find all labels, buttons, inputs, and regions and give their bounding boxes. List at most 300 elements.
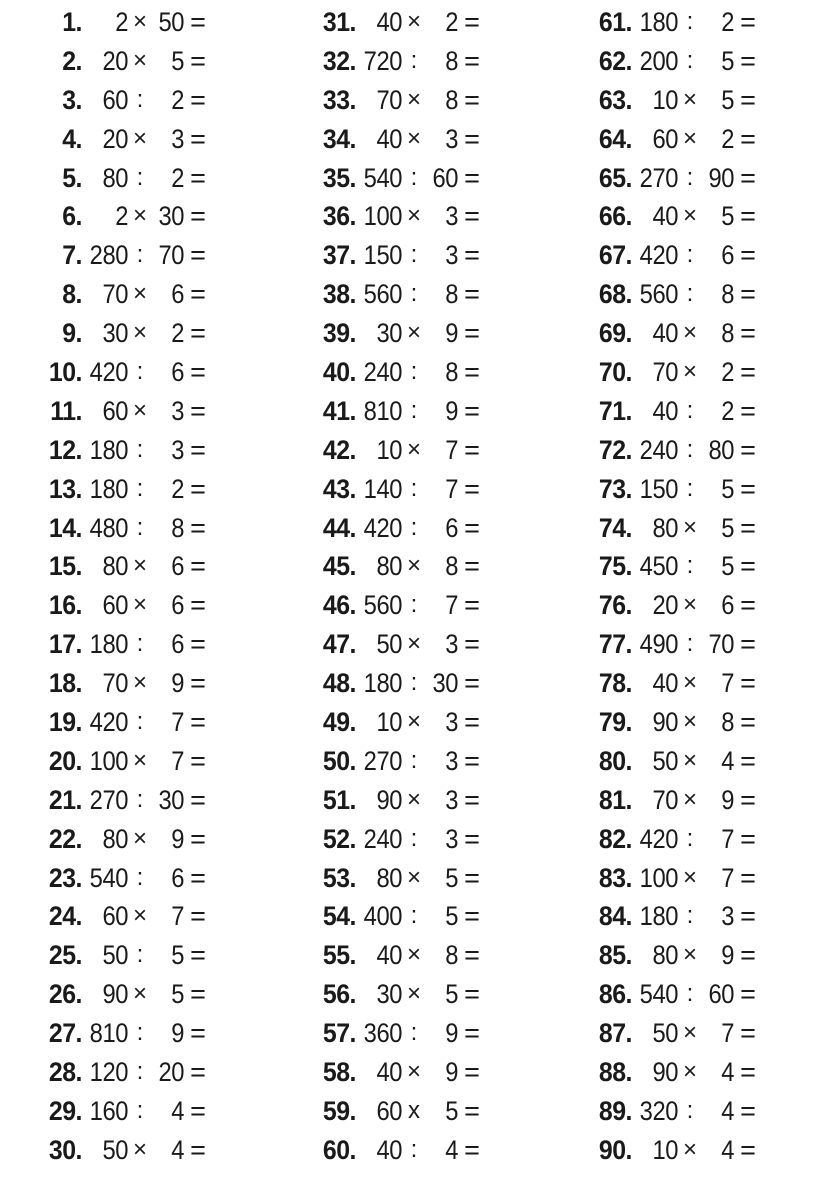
operator: × xyxy=(406,435,421,463)
problem-row xyxy=(36,742,276,781)
problem-number: 64. xyxy=(598,123,632,154)
operator: : xyxy=(686,902,694,930)
operator: × xyxy=(682,319,697,347)
operand-a: 80 xyxy=(652,940,678,971)
operator: × xyxy=(406,85,421,113)
operator: × xyxy=(406,552,421,580)
operator: × xyxy=(132,980,147,1008)
problem-row xyxy=(586,703,816,742)
problem-number: 28. xyxy=(48,1057,82,1088)
operand-a: 10 xyxy=(376,434,402,465)
problem-row xyxy=(310,42,550,81)
problem-row xyxy=(36,1092,276,1131)
operator: : xyxy=(686,46,694,74)
operand-b: 5 xyxy=(171,979,184,1010)
problem-number: 56. xyxy=(322,979,356,1010)
problem-row xyxy=(36,353,276,392)
problem-number: 87. xyxy=(598,1018,632,1049)
equals-sign: = xyxy=(740,201,756,232)
problem-number: 10. xyxy=(48,357,82,388)
equals-sign: = xyxy=(740,1095,756,1126)
problem-row xyxy=(36,275,276,314)
operand-b: 3 xyxy=(721,901,734,932)
equals-sign: = xyxy=(190,279,206,310)
equals-sign: = xyxy=(190,901,206,932)
operand-b: 9 xyxy=(445,395,458,426)
problem-row xyxy=(36,897,276,936)
operand-b: 6 xyxy=(171,551,184,582)
operand-a: 70 xyxy=(376,84,402,115)
problem-number: 16. xyxy=(48,590,82,621)
problem-number: 44. xyxy=(322,512,356,543)
problem-number: 81. xyxy=(598,784,632,815)
operand-b: 30 xyxy=(158,201,184,232)
problem-row xyxy=(310,625,550,664)
operand-a: 60 xyxy=(652,123,678,154)
problem-number: 83. xyxy=(598,862,632,893)
equals-sign: = xyxy=(740,979,756,1010)
problem-number: 66. xyxy=(598,201,632,232)
operator: : xyxy=(686,241,694,269)
operand-b: 3 xyxy=(445,745,458,776)
operator: : xyxy=(136,630,144,658)
problem-number: 72. xyxy=(598,434,632,465)
operator: × xyxy=(406,785,421,813)
equals-sign: = xyxy=(190,1095,206,1126)
operand-b: 6 xyxy=(171,279,184,310)
problem-number: 88. xyxy=(598,1057,632,1088)
problem-row xyxy=(310,1014,550,1053)
operand-a: 90 xyxy=(376,784,402,815)
equals-sign: = xyxy=(464,395,480,426)
problem-row xyxy=(36,470,276,509)
problem-number: 43. xyxy=(322,473,356,504)
problem-row xyxy=(36,159,276,198)
operand-a: 240 xyxy=(639,434,678,465)
operator: : xyxy=(410,591,418,619)
equals-sign: = xyxy=(740,1134,756,1165)
operator: : xyxy=(410,902,418,930)
problem-number: 79. xyxy=(598,707,632,738)
operand-a: 810 xyxy=(363,395,402,426)
operator: : xyxy=(136,358,144,386)
problem-row xyxy=(586,897,816,936)
operator: × xyxy=(132,552,147,580)
equals-sign: = xyxy=(740,123,756,154)
problem-row xyxy=(310,197,550,236)
problem-number: 3. xyxy=(62,84,82,115)
problem-number: 42. xyxy=(322,434,356,465)
problem-number: 67. xyxy=(598,240,632,271)
operator: × xyxy=(406,980,421,1008)
operand-a: 400 xyxy=(363,901,402,932)
operand-b: 8 xyxy=(721,707,734,738)
equals-sign: = xyxy=(190,240,206,271)
operand-a: 540 xyxy=(639,979,678,1010)
problem-row xyxy=(310,664,550,703)
operator: : xyxy=(410,824,418,852)
problem-row xyxy=(586,936,816,975)
operand-b: 5 xyxy=(721,45,734,76)
operand-a: 560 xyxy=(363,279,402,310)
equals-sign: = xyxy=(190,1057,206,1088)
problem-row xyxy=(36,547,276,586)
problem-row xyxy=(310,1092,550,1131)
operand-b: 8 xyxy=(445,940,458,971)
problem-row xyxy=(586,625,816,664)
problem-row xyxy=(586,1053,816,1092)
equals-sign: = xyxy=(464,862,480,893)
problem-number: 75. xyxy=(598,551,632,582)
problem-row xyxy=(310,547,550,586)
operand-b: 3 xyxy=(445,629,458,660)
operand-b: 2 xyxy=(171,318,184,349)
problem-row xyxy=(310,742,550,781)
equals-sign: = xyxy=(740,473,756,504)
problem-number: 71. xyxy=(598,395,632,426)
operand-b: 60 xyxy=(708,979,734,1010)
problem-number: 2. xyxy=(62,45,82,76)
equals-sign: = xyxy=(740,512,756,543)
operator: × xyxy=(682,591,697,619)
operator: × xyxy=(682,85,697,113)
operator: × xyxy=(132,280,147,308)
equals-sign: = xyxy=(464,551,480,582)
problem-row xyxy=(36,975,276,1014)
problem-row xyxy=(586,859,816,898)
equals-sign: = xyxy=(190,512,206,543)
equals-sign: = xyxy=(740,668,756,699)
problem-row xyxy=(310,3,550,42)
problem-number: 49. xyxy=(322,707,356,738)
operator: × xyxy=(406,202,421,230)
problem-row xyxy=(586,1014,816,1053)
problem-number: 36. xyxy=(322,201,356,232)
operator: : xyxy=(410,513,418,541)
equals-sign: = xyxy=(190,551,206,582)
operator: : xyxy=(686,280,694,308)
problem-number: 65. xyxy=(598,162,632,193)
operator: × xyxy=(682,746,697,774)
operator: : xyxy=(686,824,694,852)
problem-number: 13. xyxy=(48,473,82,504)
equals-sign: = xyxy=(190,201,206,232)
operator: × xyxy=(132,1135,147,1163)
operand-b: 8 xyxy=(445,45,458,76)
problem-number: 70. xyxy=(598,357,632,388)
operand-a: 420 xyxy=(89,357,128,388)
operator: : xyxy=(136,474,144,502)
problem-number: 24. xyxy=(48,901,82,932)
operand-b: 5 xyxy=(171,940,184,971)
operand-a: 240 xyxy=(363,357,402,388)
equals-sign: = xyxy=(464,357,480,388)
equals-sign: = xyxy=(190,318,206,349)
problem-row xyxy=(36,586,276,625)
operand-b: 7 xyxy=(171,707,184,738)
operand-a: 540 xyxy=(363,162,402,193)
equals-sign: = xyxy=(740,862,756,893)
operand-a: 50 xyxy=(376,629,402,660)
equals-sign: = xyxy=(464,434,480,465)
equals-sign: = xyxy=(190,940,206,971)
problem-row xyxy=(310,81,550,120)
equals-sign: = xyxy=(740,901,756,932)
operator: × xyxy=(406,1058,421,1086)
operand-b: 30 xyxy=(158,784,184,815)
equals-sign: = xyxy=(464,1134,480,1165)
operator: : xyxy=(410,280,418,308)
operator: : xyxy=(686,552,694,580)
operand-b: 4 xyxy=(445,1134,458,1165)
operand-b: 30 xyxy=(432,668,458,699)
problem-row xyxy=(586,820,816,859)
equals-sign: = xyxy=(740,940,756,971)
operand-b: 3 xyxy=(445,240,458,271)
equals-sign: = xyxy=(464,707,480,738)
operand-a: 720 xyxy=(363,45,402,76)
problem-number: 7. xyxy=(62,240,82,271)
problem-row xyxy=(36,936,276,975)
operator: : xyxy=(686,1096,694,1124)
equals-sign: = xyxy=(740,357,756,388)
operator: : xyxy=(410,1135,418,1163)
operand-b: 3 xyxy=(445,823,458,854)
problem-number: 23. xyxy=(48,862,82,893)
operand-a: 30 xyxy=(102,318,128,349)
operator: : xyxy=(686,396,694,424)
problem-number: 73. xyxy=(598,473,632,504)
operand-b: 6 xyxy=(171,862,184,893)
operand-a: 60 xyxy=(102,901,128,932)
problem-number: 48. xyxy=(322,668,356,699)
equals-sign: = xyxy=(464,823,480,854)
operand-b: 7 xyxy=(721,1018,734,1049)
operator: × xyxy=(132,902,147,930)
operand-b: 5 xyxy=(445,862,458,893)
operand-a: 80 xyxy=(652,512,678,543)
operand-b: 4 xyxy=(721,1057,734,1088)
operand-b: 6 xyxy=(721,240,734,271)
operand-a: 40 xyxy=(652,395,678,426)
operand-b: 4 xyxy=(721,1134,734,1165)
problem-number: 46. xyxy=(322,590,356,621)
problem-number: 20. xyxy=(48,745,82,776)
problem-row xyxy=(310,314,550,353)
equals-sign: = xyxy=(464,629,480,660)
operator: × xyxy=(132,396,147,424)
problem-row xyxy=(310,236,550,275)
operator: : xyxy=(136,785,144,813)
problem-number: 38. xyxy=(322,279,356,310)
problem-row xyxy=(310,975,550,1014)
operand-a: 270 xyxy=(89,784,128,815)
operator: : xyxy=(410,46,418,74)
operand-b: 4 xyxy=(721,1095,734,1126)
problem-row xyxy=(586,3,816,42)
problem-number: 47. xyxy=(322,629,356,660)
operand-b: 7 xyxy=(171,901,184,932)
problem-number: 84. xyxy=(598,901,632,932)
problem-row xyxy=(36,431,276,470)
equals-sign: = xyxy=(190,84,206,115)
operand-a: 70 xyxy=(652,357,678,388)
operand-a: 30 xyxy=(376,318,402,349)
problem-row xyxy=(310,159,550,198)
problem-number: 63. xyxy=(598,84,632,115)
operand-b: 9 xyxy=(721,784,734,815)
operand-a: 180 xyxy=(363,668,402,699)
equals-sign: = xyxy=(190,7,206,37)
operand-b: 4 xyxy=(171,1095,184,1126)
equals-sign: = xyxy=(464,590,480,621)
operand-a: 70 xyxy=(102,668,128,699)
problem-row xyxy=(310,703,550,742)
problem-number: 30. xyxy=(48,1134,82,1165)
operand-b: 8 xyxy=(445,279,458,310)
operand-b: 7 xyxy=(445,434,458,465)
equals-sign: = xyxy=(464,201,480,232)
equals-sign: = xyxy=(740,318,756,349)
operator: : xyxy=(686,474,694,502)
problem-row xyxy=(36,664,276,703)
operand-a: 2 xyxy=(115,7,128,37)
problem-number: 55. xyxy=(322,940,356,971)
operand-a: 50 xyxy=(102,1134,128,1165)
operator: : xyxy=(686,630,694,658)
operand-b: 9 xyxy=(445,1018,458,1049)
equals-sign: = xyxy=(464,979,480,1010)
operator: : xyxy=(136,708,144,736)
problem-row xyxy=(36,703,276,742)
operator: : xyxy=(410,669,418,697)
equals-sign: = xyxy=(190,162,206,193)
problem-number: 27. xyxy=(48,1018,82,1049)
problem-row xyxy=(310,470,550,509)
operand-a: 360 xyxy=(363,1018,402,1049)
operand-b: 7 xyxy=(721,668,734,699)
equals-sign: = xyxy=(740,1018,756,1049)
operand-a: 80 xyxy=(102,823,128,854)
operand-b: 5 xyxy=(445,979,458,1010)
operand-a: 320 xyxy=(639,1095,678,1126)
problem-row xyxy=(36,1131,276,1170)
problem-row xyxy=(36,781,276,820)
operand-a: 20 xyxy=(102,45,128,76)
problem-number: 15. xyxy=(48,551,82,582)
problem-number: 35. xyxy=(322,162,356,193)
operator: : xyxy=(410,746,418,774)
problem-row xyxy=(586,275,816,314)
operand-b: 50 xyxy=(158,7,184,37)
operand-a: 120 xyxy=(89,1057,128,1088)
problem-row xyxy=(310,859,550,898)
operand-b: 2 xyxy=(171,162,184,193)
problem-row xyxy=(310,275,550,314)
equals-sign: = xyxy=(740,590,756,621)
problem-row xyxy=(586,120,816,159)
operand-b: 70 xyxy=(158,240,184,271)
equals-sign: = xyxy=(740,745,756,776)
operand-a: 60 xyxy=(376,1095,402,1126)
operand-a: 200 xyxy=(639,45,678,76)
operator: × xyxy=(132,319,147,347)
operator: : xyxy=(686,435,694,463)
operand-a: 40 xyxy=(376,940,402,971)
equals-sign: = xyxy=(464,162,480,193)
operand-a: 540 xyxy=(89,862,128,893)
operand-a: 50 xyxy=(652,1018,678,1049)
operand-a: 100 xyxy=(363,201,402,232)
operator: × xyxy=(682,1019,697,1047)
equals-sign: = xyxy=(740,240,756,271)
problem-number: 53. xyxy=(322,862,356,893)
equals-sign: = xyxy=(464,784,480,815)
operand-a: 80 xyxy=(376,551,402,582)
operand-b: 6 xyxy=(721,590,734,621)
problem-number: 76. xyxy=(598,590,632,621)
operator: × xyxy=(406,630,421,658)
operand-a: 2 xyxy=(115,201,128,232)
operator: × xyxy=(406,124,421,152)
equals-sign: = xyxy=(190,1018,206,1049)
problem-row xyxy=(310,936,550,975)
problem-number: 85. xyxy=(598,940,632,971)
problem-row xyxy=(586,81,816,120)
problem-number: 45. xyxy=(322,551,356,582)
operand-b: 6 xyxy=(171,629,184,660)
operand-b: 5 xyxy=(721,201,734,232)
equals-sign: = xyxy=(740,707,756,738)
problem-number: 74. xyxy=(598,512,632,543)
operator: : xyxy=(136,513,144,541)
problem-number: 37. xyxy=(322,240,356,271)
operand-b: 6 xyxy=(171,590,184,621)
operand-a: 20 xyxy=(652,590,678,621)
operator: : xyxy=(410,396,418,424)
equals-sign: = xyxy=(740,629,756,660)
operator: × xyxy=(682,941,697,969)
operand-a: 420 xyxy=(639,240,678,271)
problem-number: 18. xyxy=(48,668,82,699)
operand-b: 9 xyxy=(445,318,458,349)
operand-a: 180 xyxy=(639,901,678,932)
problem-row xyxy=(586,353,816,392)
operand-a: 30 xyxy=(376,979,402,1010)
equals-sign: = xyxy=(464,279,480,310)
problem-number: 58. xyxy=(322,1057,356,1088)
problem-number: 11. xyxy=(50,395,82,426)
problem-number: 33. xyxy=(322,84,356,115)
operator: × xyxy=(132,591,147,619)
operand-b: 20 xyxy=(158,1057,184,1088)
operand-a: 560 xyxy=(639,279,678,310)
problem-row xyxy=(310,1053,550,1092)
problem-number: 68. xyxy=(598,279,632,310)
equals-sign: = xyxy=(464,901,480,932)
operand-b: 9 xyxy=(445,1057,458,1088)
equals-sign: = xyxy=(464,1095,480,1126)
equals-sign: = xyxy=(740,1057,756,1088)
operand-b: 7 xyxy=(171,745,184,776)
problem-number: 14. xyxy=(48,512,82,543)
operator: × xyxy=(682,202,697,230)
operator: : xyxy=(136,435,144,463)
equals-sign: = xyxy=(190,823,206,854)
problem-row xyxy=(36,197,276,236)
problem-number: 82. xyxy=(598,823,632,854)
operand-a: 60 xyxy=(102,84,128,115)
